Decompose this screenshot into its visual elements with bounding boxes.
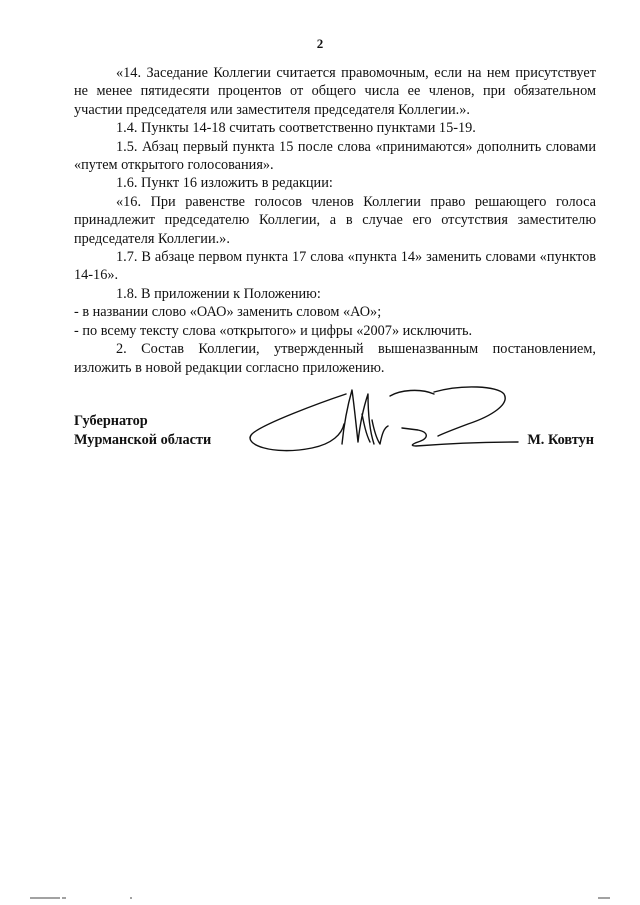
signer-name: М. Ковтун (527, 432, 594, 448)
signer-title-line2: Мурманской области (74, 431, 212, 448)
scan-edge-marks (0, 896, 640, 902)
list-item-text-change: - по всему тексту слова «открытого» и цифры «2007» исключить. (74, 322, 473, 339)
paragraph-clause-16: «16. При равенстве голосов членов Коллегии право решающего голоса принадлежит председателю Коллегии, а в случае его отсутствия заместителю председателя Коллегии.». (74, 193, 596, 247)
page-number: 2 (316, 36, 324, 51)
signer-title-line1: Губернатор (74, 413, 148, 429)
paragraph-2: 2. Состав Коллегии, утвержденный вышеназванным постановлением, изложить в новой редакции согласно приложению. (74, 341, 596, 376)
paragraph-clause-14: «14. Заседание Коллегии считается правомочным, если на нем присутствует не менее пятидесяти процентов от общего числа ее членов, при обязательном участии председателя или заместителя председателя Коллегии.». (74, 65, 596, 118)
list-item-title-change: - в названии слово «ОАО» заменить словом «АО»; (74, 304, 382, 321)
paragraph-1-4: 1.4. Пункты 14-18 считать соответственно пунктами 15-19. (116, 120, 476, 137)
handwritten-signature (242, 384, 522, 464)
paragraph-1-8: 1.8. В приложении к Положению: (116, 285, 321, 302)
paragraph-1-6: 1.6. Пункт 16 изложить в редакции: (116, 175, 333, 192)
paragraph-1-5: 1.5. Абзац первый пункта 15 после слова «принимаются» дополнить словами «путем открытого голосования». (74, 138, 596, 174)
signer-title (74, 412, 211, 449)
paragraph-1-7: 1.7. В абзаце первом пункта 17 слова «пункта 14» заменить словами «пунктов 14-16». (74, 249, 596, 284)
document-body (74, 64, 596, 377)
signature-block (74, 408, 596, 468)
